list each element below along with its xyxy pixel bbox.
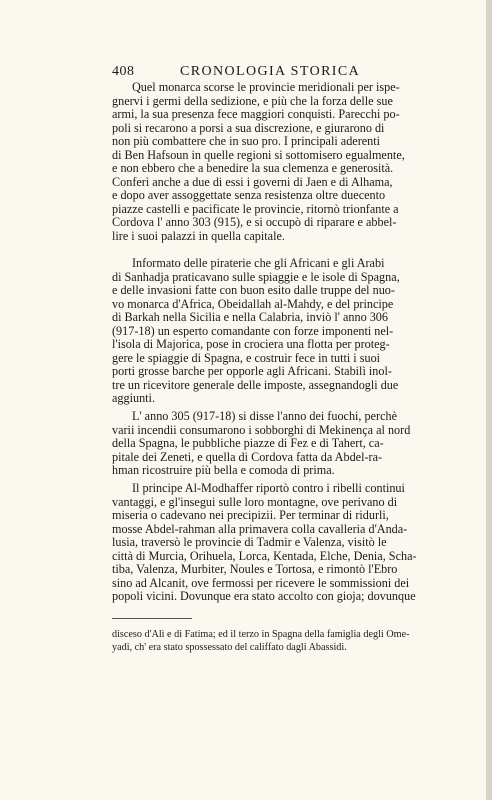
body-line: vo monarca d'Africa, Obeidallah al-Mahdy, e del principe [112,296,394,311]
footnote-divider [112,618,192,619]
body-line: e non ebbero che a benedire la sua clemenza e generosità. [112,161,394,175]
body-line: poli si recarono a porsi a sua discrezione, e giurarono di [112,120,385,135]
page-number: 408 [112,64,135,79]
body-line: miseria o cadevano nei precipizii. Per terminar di ridurli, [112,508,389,522]
body-line: Conferì anche a due di essi i governi di Jaen e di Alhama, [112,174,393,189]
body-line: città di Murcia, Orihuela, Lorca, Kentada, Elche, Denia, Scha- [112,548,417,563]
body-line: gnervi i germi della sedizione, e più che la forza delle sue [112,93,393,108]
body-line: mosse Abdel-rahman alla primavera colla cavalleria d'Anda- [112,521,408,536]
body-line: Il principe Al-Modhaffer riportò contro i ribelli continui [132,481,405,495]
body-line: vantaggi, e gl'insegui sulle loro montagne, ove perivano di [112,494,398,509]
body-line: pitale dei Zeneti, e quella di Cordova fatta da Abdel-ra- [112,449,383,464]
body-line: armi, la sua presenza fece maggiori conquisti. Parecchi po- [112,107,400,121]
body-line: tiba, Valenza, Murbiter, Noules e Tortosa, e rimontò l'Ebro [112,562,398,576]
body-line: aggiunti. [112,391,155,405]
body-line: piazze castelli e pacificate le provincie, ritornò trionfante a [112,201,399,216]
body-line: L' anno 305 (917-18) si disse l'anno dei fuochi, perchè [132,409,398,423]
running-title: CRONOLOGIA STORICA [180,64,361,79]
body-line: Informato delle piraterie che gli Africani e gli Arabi [132,256,385,270]
body-line: popoli vicini. Dovunque era stato accolto con gioja; dovunque [112,589,416,603]
body-line: sino ad Alcanit, ove fermossi per ricevere le sommissioni dei [112,575,410,590]
body-line: hman ricostruire più bella e comoda di prima. [112,463,335,477]
body-line: (917-18) un esperto comandante con forze imponenti nel- [112,323,394,338]
body-line: tre un ricevitore generale delle imposte, assegnandogli due [112,377,399,392]
body-line: lusia, traversò le provincie di Tadmir e Valenza, visitò le [112,535,387,549]
footnote-line: disceso d'Alì e di Fatima; ed il terzo in Spagna della famiglia degli Ome- [112,629,410,640]
page-header [112,64,458,80]
body-line: Cordova l' anno 303 (915), e si occupò di riparare e abbel- [112,215,397,229]
body-line: lire i suoi palazzi in quella capitale. [112,228,285,243]
body-line: di Barkah nella Sicilia e nella Calabria, inviò l' anno 306 [112,310,388,324]
body-line: e dopo aver assoggettate senza resistenza oltre duecento [112,188,386,202]
body-line: della Spagna, le pubbliche piazze di Fez e di Tahert, ca- [112,436,384,450]
body-line: varii incendii consumarono i sobborghi di Mekinença al nord [112,422,411,437]
body-line: Quel monarca scorse le provincie meridionali per ispe- [132,80,400,94]
body-line: l'isola di Majorica, pose in crociera una flotta per proteg- [112,337,390,351]
footnote-line: yadi, ch' era stato spossessato del califfato dagli Abassidi. [112,642,347,653]
body-line: di Ben Hafsoun in quelle regioni si sottomisero egualmente, [112,147,405,162]
body-line: di Sanhadja praticavano sulle spiaggie e le isole di Spagna, [112,269,400,284]
body-line: non più combattere che in suo pro. I principali aderenti [112,134,381,148]
body-line: porti grosse barche per opporle agli Africani. Stabilì inol- [112,364,392,378]
body-line: gere le spiaggie di Spagna, e costruir fece in tutti i suoi [112,350,381,365]
body-line: e delle invasioni fatte con buon esito dalle truppe del nuo- [112,283,395,297]
page-edge [486,0,492,800]
